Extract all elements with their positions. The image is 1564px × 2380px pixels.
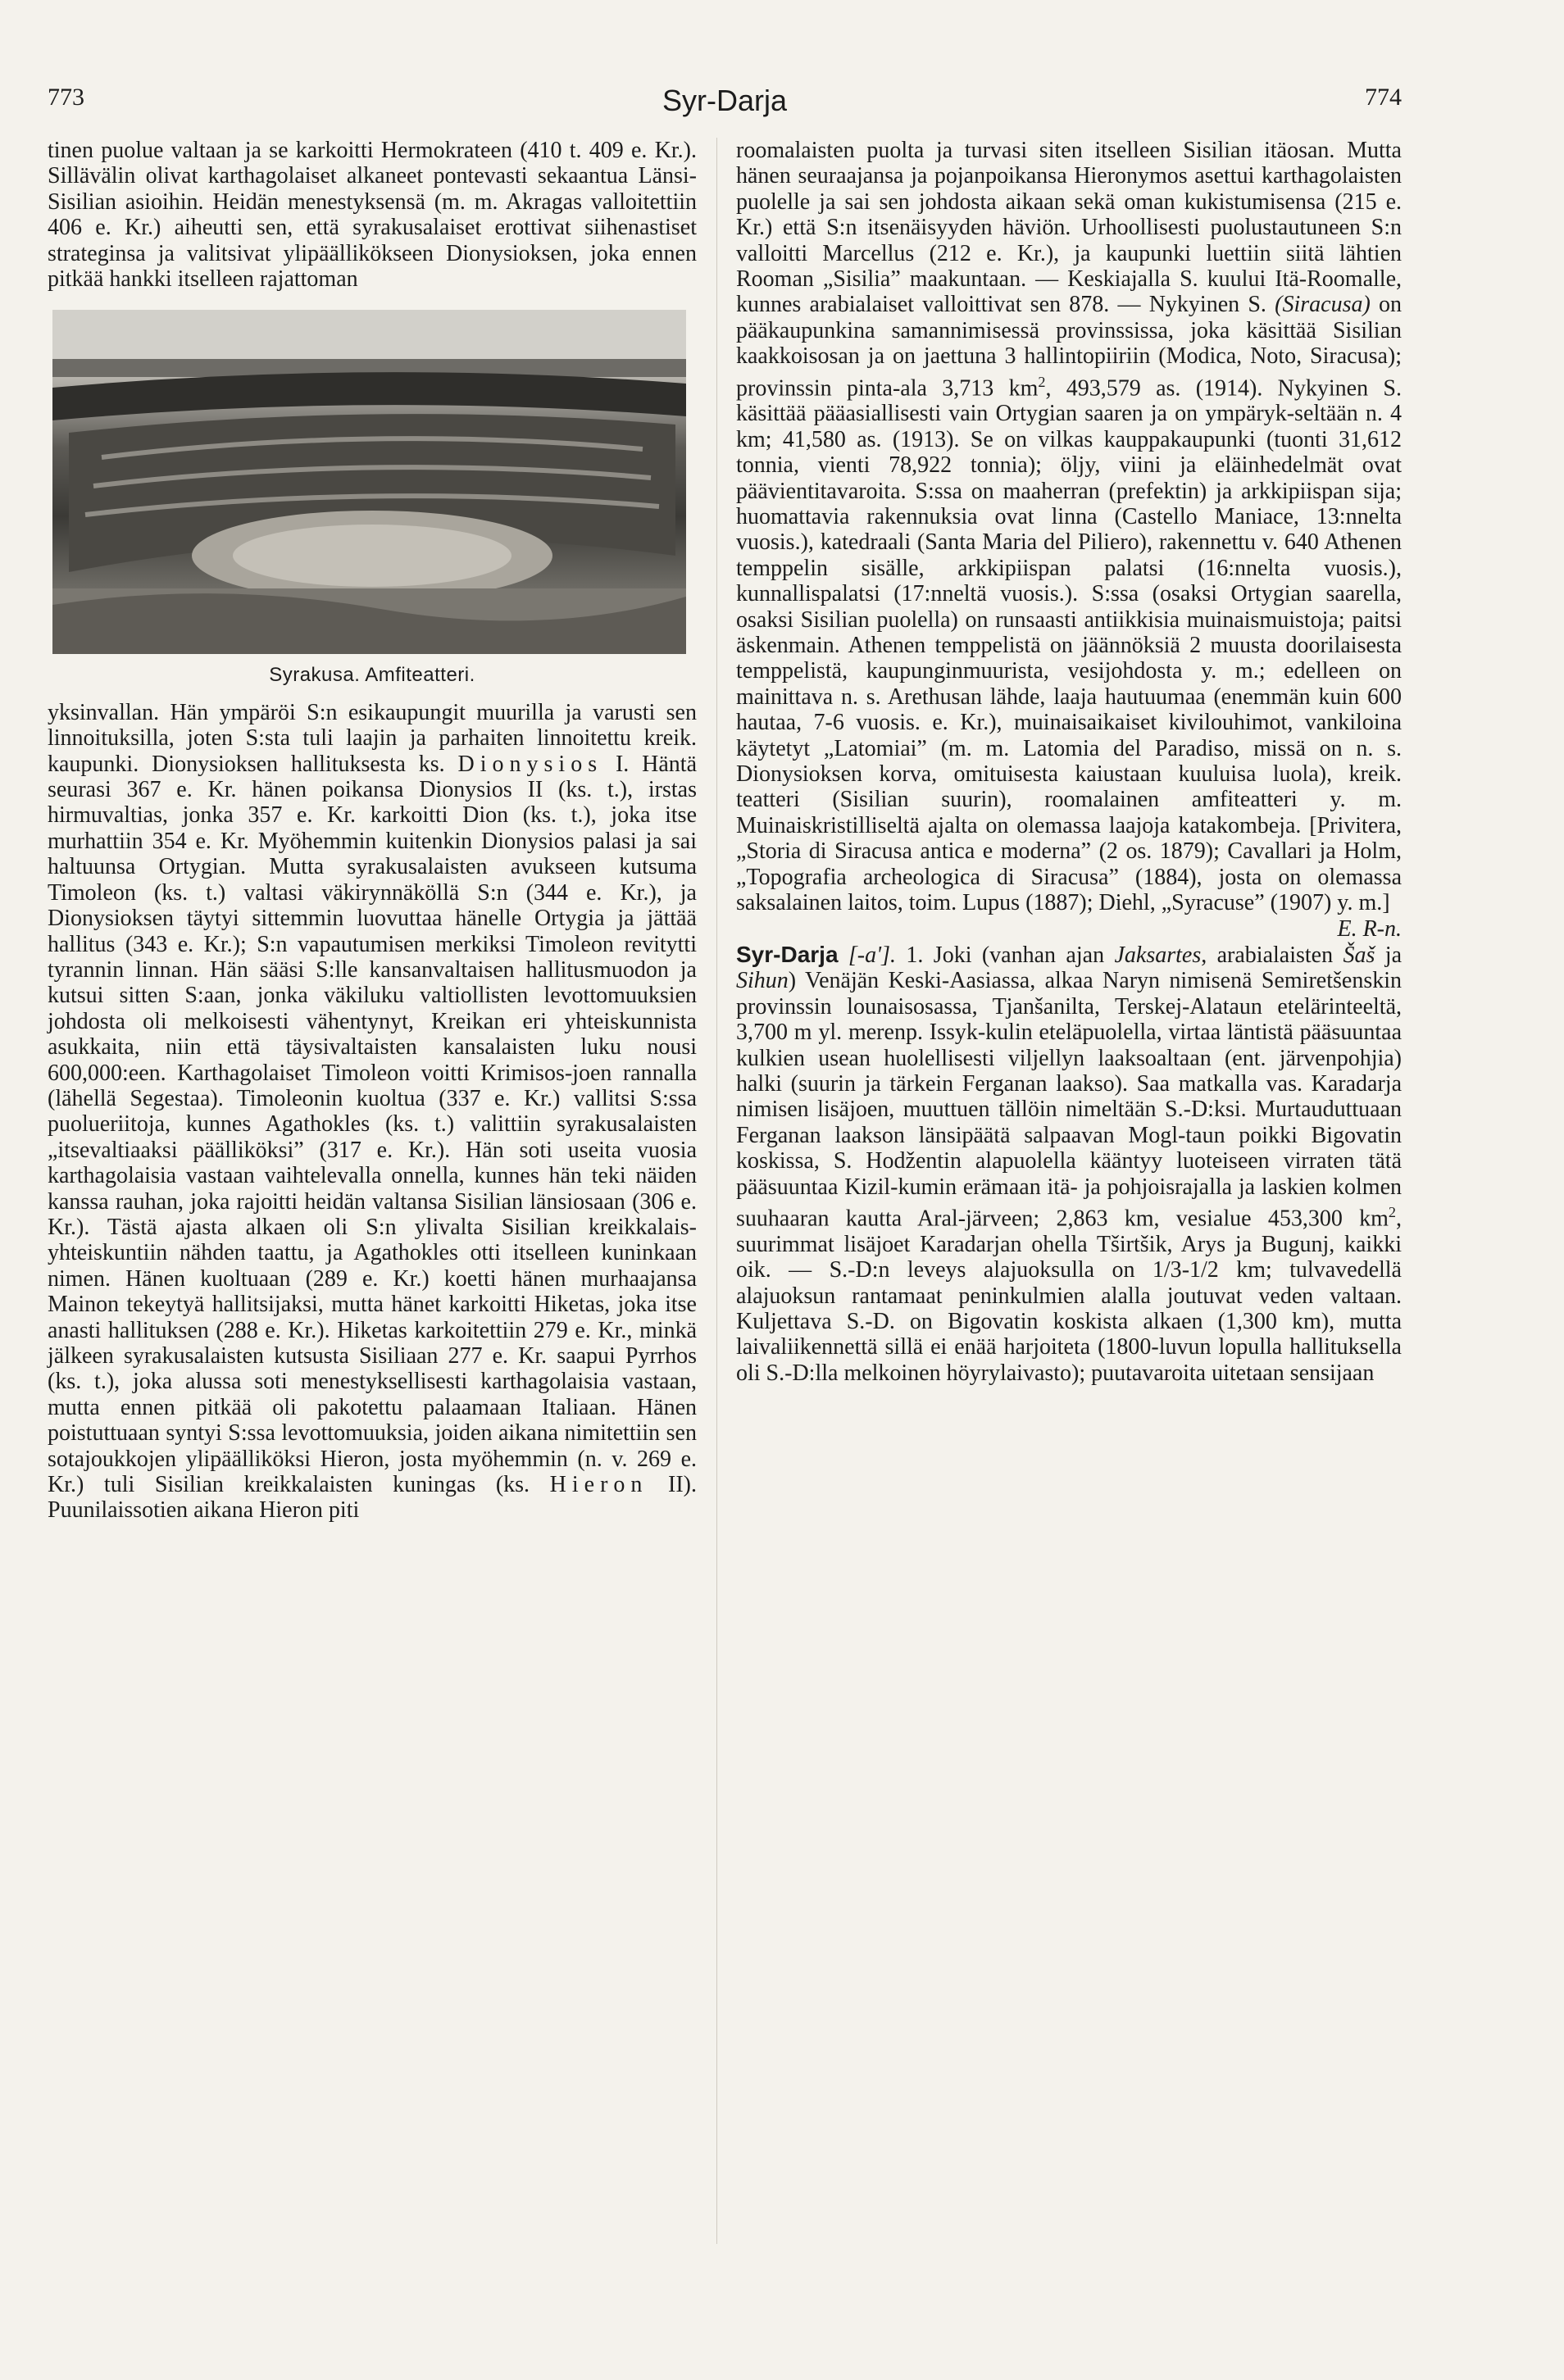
figure-caption: Syrakusa. Amfiteatteri.: [269, 664, 475, 687]
text-run: yksinvallan. Hän ympäröi S:n esikaupungit muurilla ja varusti sen linnoituksilla, joten S:sta tuli laajin ja parhaiten linnoitettu kreik. kaupunki. Dionysioksen hallituksesta ks.: [48, 699, 697, 777]
superscript: 2: [1388, 1203, 1396, 1220]
headword: Syr-Darja: [736, 941, 839, 967]
paragraph: tinen puolue valtaan ja se karkoitti Hermokrateen (410 t. 409 e. Kr.). Sillävälin olivat karthagolaiset alkaneet pontevasti sekaantua Länsi-Sisilian asioihin. Heidän menestyksensä (m. m. Akragas valloitettiin 406 e. Kr.) aiheutti sen, että syrakusalaiset erottivat siihenastiset strateginsa ja valitsivat ylipäällikökseen Dionysioksen, joka ennen pitkää hankki itselleen rajattoman: [48, 138, 697, 293]
text-run: km; tulvavedellä alajuoksun rantamaat peninkulmien alalla joutuvat veden valtaan. Kuljettava S.-D. on Bigovatin koskista alkaen (1,300 km), mutta laivaliikennettä sillä ei enää harjoiteta (1800-luvun lopulla hallituksella oli S.-D:lla melkoinen höyrylaivasto); puutavaroita uitetaan sensijaan: [736, 1257, 1402, 1386]
figure: [48, 310, 697, 688]
fraction: 1/3: [1152, 1257, 1182, 1283]
page-number-left: 773: [48, 84, 84, 111]
text-run: 1. Joki (vanhan ajan: [906, 942, 1105, 968]
text-run: roomalaisten puolta ja turvasi siten itselleen Sisilian itäosan. Mutta hänen seuraajansa ja pojanpoikansa Hieronymos asettui karthagolaisten puolelle ja sai sen johdosta aikaan sekä oman kukistumisensa (215 e. Kr.) että S:n itsenäisyyden häviön. Urhoollisesti puolustautuneen S:n valloitti Marcellus (212 e. Kr.), ja kaupunki luettiin siitä lähtien Rooman „Sisilia” maakuntaan. — Keskiajalla S. kuului Itä-Roomalle, kunnes arabialaiset valloittivat sen 878. — Nykyinen S.: [736, 138, 1402, 318]
italic-term: (Siracusa): [1275, 292, 1371, 318]
text-run: -: [1181, 1257, 1190, 1283]
superscript: 2: [1038, 373, 1046, 390]
text-run: , arabialaisten: [1201, 942, 1334, 968]
text-run: ja: [1384, 942, 1403, 968]
text-run: II). Puunilaissotien aikana Hieron piti: [48, 1472, 698, 1524]
italic-term: Jaksartes: [1114, 942, 1202, 968]
page-header: [48, 84, 1402, 133]
spaced-name: Dionysios: [457, 751, 603, 777]
text-run: I. Häntä seurasi 367 e. Kr. hänen poikansa Dionysios II (ks. t.), irstas hirmuvaltias, jonka 357 e. Kr. karkoitti Dion (ks. t.), joka itse murhattiin 354 e. Kr. Myöhemmin kuitenkin Dionysios palasi ja sai haltuunsa Ortygian. Mutta syrakusalaisten avukseen kutsuma Timoleon (ks. t.) valtasi väkirynnäköllä S:n (344 e. Kr.), ja Dionysioksen täytyi sittemmin luovuttaa hänelle Ortygia ja jättää hallitus (343 e. Kr.); S:n vapautumisen merkiksi Timoleon revitytti tyrannin linnan. Hän sääsi S:lle kansanvaltaisen hallitusmuodon ja kutsui sitten S:aan, jonka väkiluku valtiollisten levottomuuksien johdosta oli melkoisesti vähentynyt, Kreikan eri yhteiskunnista asukkaita, niin että täysivaltaisten kansalaisten luku nousi 600,000:een. Karthagolaiset Timoleon voitti Krimisos-joen rannalla (lähellä Segestaa). Timoleonin kuoltua (337 e. Kr.) vallitsi S:ssa puolueriitoja, kunnes Agathokles (ks. t.) valittiin syrakusalaisten „itsevaltiaaksi päälliköksi” (317 e. Kr.). Hän soti useita vuosia karthagolaisia vastaan vaihtelevalla onnella, kunnes hän teki näiden kanssa rauhan, joka rajoitti heidän valtansa Sisilian länsiosaan (306 e. Kr.). Tästä ajasta alkaen oli S:n ylivalta Sisilian kreikkalais-yhteiskuntiin nähden taattu, ja Agathokles otti itselleen kuninkaan nimen. Hänen kuoltuaan (289 e. Kr.) koetti hänen murhaajansa Mainon tekeytyä hallitsijaksi, mutta hänet karkoitti Hiketas, joka itse anasti hallituksen (288 e. Kr.). Hiketas karkoitettiin 279 e. Kr., minkä jälkeen syrakusalaisten kutsusta Sisiliaan 277 e. Kr. saapui Pyrrhos (ks. t.), joka alussa soti menestyksellisesti karthagolaisia vastaan, mutta ennen pitkää oli pakotettu palaamaan Italiaan. Hänen poistuttuaan syntyi S:ssa levottomuuksia, joiden aikana nimitettiin sen sotajoukkojen ylipäälliköksi Hieron, josta myöhemmin (n. v. 269 e. Kr.) tuli Sisilian kreikkalaisten kuningas (ks.: [48, 751, 697, 1498]
paragraph: [736, 138, 1403, 942]
author-signature: E. R-n.: [1337, 915, 1402, 942]
italic-term: Šaš: [1343, 942, 1375, 968]
text-run: , 493,579 as. (1914). Nykyinen S. käsittää pääasiallisesti vain Ortygian saaren ja on ympäryk-seltään n. 4 km; 41,580 as. (1913). Se on vilkas kauppakaupunki (tuonti 31,612 tonnia, vienti 78,922 tonnia); öljy, viini ja eläinhedelmät ovat päävientitavaroita. S:ssa on maaherran (prefektin) ja arkkipiispan sija; huomattavia rakennuksia ovat linna (Castello Maniace, 13:nnelta vuosis.), katedraali (Santa Maria del Piliero), rakennettu v. 640 Athenen temppelin sisälle, arkkipiispan palatsi (16:nnelta vuosis.), kunnallispalatsi (17:nneltä vuosis.). S:ssa (osaksi Ortygian saarella, osaksi Sisilian puolella) on runsaasti antiikkisia muinaismuistoja; paitsi äskenmain. Athenen temppelistä on jäännöksiä 2 muusta doorilaisesta temppelistä, kaupunginmuurista, vesijohdosta y. m.; edelleen on mainittava n. s. Arethusan lähde, laaja hautuumaa (enemmän kuin 600 hautaa, 7-6 vuosis. e. Kr.), muinaisaikaiset kivilouhimot, vankiloina käytetyt „Latomiai” (m. m. Latomia del Paradiso, missä on n. s. Dionysioksen korva, omituisesta kaiustaan kuuluisa luola), kreik. teatteri (Sisilian suurin), roomalainen amfiteatteri y. m. Muinaiskristilliseltä ajalta on olemassa laajoja katakombeja. [Privitera, „Storia di Siracusa antica e moderna” (2 os. 1879); Cavallari ja Holm, „Topografia archeologica di Siracusa” (1884), josta on olemassa saksalainen laitos, toim. Lupus (1887); Diehl, „Syracuse” (1907) y. m.]: [736, 375, 1402, 916]
text-run: , suurimmat lisäjoet Karadarjan ohella Tširtšik, Arys ja Bugunj, kaikki oik. — S.-D:n leveys alajuoksulla on: [736, 1206, 1402, 1283]
paragraph: [48, 700, 697, 1524]
column-divider: [716, 138, 717, 2244]
pronunciation: [-a'].: [848, 942, 897, 968]
page-number-right: 774: [1365, 84, 1402, 111]
paragraph: [736, 942, 1402, 1386]
italic-term: Sihun: [736, 968, 789, 994]
left-column: [48, 138, 697, 1524]
spaced-name: Hieron: [549, 1472, 648, 1498]
running-title: Syr-Darja: [662, 84, 787, 117]
fraction: 1/2: [1189, 1257, 1219, 1283]
text-run: ) Venäjän Keski-Aasiassa, alkaa Naryn nimisenä Semiretšenskin provinssin lounaisosassa, Tjanšanilta, Terskej-Alataun etelärinteeltä, 3,700 m yl. merenp. Issyk-kulin eteläpuolella, virtaa läntistä pääsuuntaa kulkien usean huolellisesti viljellyn laaksoaltaan (ent. järvenpohjia) halki (suurin ja tärkein Ferganan laakso). Saa matkalla vas. Karadarja nimisen lisäjoen, muuttuen tällöin nimeltään S.-D:ksi. Murtauduttuaan Ferganan laakson länsipäätä salpaavan Mogl-taun poikki Bigovatin koskissa, S. Hodžentin alapuolella kääntyy luoteiseen virraten tätä pääsuuntaa Kizil-kumin erämaan itä- ja pohjoisrajalla ja laskien kolmen suuhaaran kautta Aral-järveen; 2,863 km, vesialue 453,300 km: [736, 968, 1402, 1232]
text-run: on pääkaupunkina samannimisessä provinssissa, joka käsittää Sisilian kaakkoisosan ja on jaettuna 3 hallintopiiriin (Modica, Noto, Siracusa); provinssin pinta-ala 3,713 km: [736, 292, 1403, 401]
amphitheatre-photo: [52, 310, 686, 654]
right-column: [736, 138, 1402, 1386]
